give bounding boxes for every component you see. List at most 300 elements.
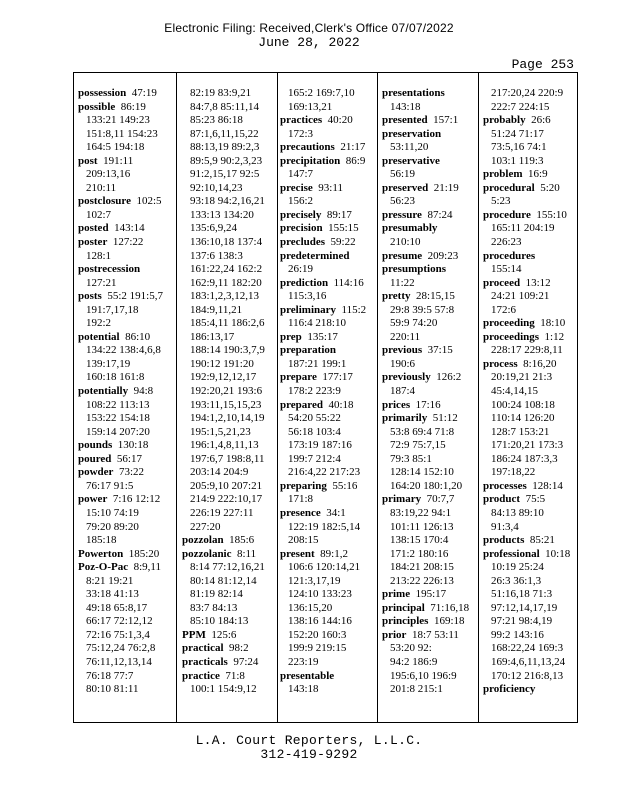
index-term: professional (483, 547, 540, 560)
index-refs: 193:11,15,15,23 (190, 398, 262, 411)
index-refs: 28:15,15 (416, 290, 455, 303)
index-term: proceeding (483, 317, 535, 330)
index-continuation (78, 128, 176, 142)
index-refs: 51:16,18 71:3 (491, 588, 553, 601)
index-continuation (483, 222, 577, 236)
index-refs: 101:11 126:13 (390, 520, 454, 533)
index-refs: 197:18,22 (491, 466, 536, 479)
index-refs: 195:1,5,21,23 (190, 425, 251, 438)
index-continuation (382, 642, 480, 656)
index-term: presumably (382, 222, 438, 235)
reporter-phone: 312-419-9292 (260, 747, 358, 762)
index-refs: 56:23 (390, 195, 416, 208)
index-refs: 59:22 (330, 236, 356, 249)
index-term: procedures (483, 249, 536, 262)
index-refs: 71:8 (225, 669, 245, 682)
index-refs: 178:2 223:9 (288, 385, 341, 398)
index-refs: 18:10 (540, 317, 566, 330)
index-continuation (483, 344, 577, 358)
index-entry (78, 548, 176, 562)
index-refs: 116:4 218:10 (288, 317, 346, 330)
index-entry (483, 250, 577, 264)
index-continuation (182, 168, 282, 182)
index-refs: 70:7,7 (426, 493, 455, 506)
index-continuation (382, 548, 480, 562)
index-refs: 17:16 (415, 398, 441, 411)
index-refs: 51:12 (432, 412, 458, 425)
index-entry (382, 87, 480, 101)
index-continuation (78, 168, 176, 182)
index-continuation (280, 358, 378, 372)
index-continuation (382, 385, 480, 399)
index-continuation (483, 426, 577, 440)
column-divider (478, 73, 479, 722)
index-refs: 185:6 (229, 534, 255, 547)
index-refs: 122:19 182:5,14 (288, 520, 361, 533)
index-continuation (483, 412, 577, 426)
index-term: practical (182, 642, 224, 655)
index-refs: 173:19 187:16 (288, 439, 352, 452)
index-continuation (78, 670, 176, 684)
index-refs: 24:21 109:21 (491, 290, 550, 303)
index-term: posted (78, 222, 109, 235)
index-column-1 (78, 87, 176, 722)
index-term: presented (382, 114, 428, 127)
index-column-3 (280, 87, 378, 722)
index-term: preserved (382, 181, 429, 194)
index-refs: 155:10 (536, 208, 567, 221)
index-refs: 143:18 (390, 100, 421, 113)
index-refs: 192:2 (86, 317, 112, 330)
index-refs: 203:14 204:9 (190, 466, 249, 479)
index-continuation (280, 615, 378, 629)
index-refs: 29:8 39:5 57:8 (390, 303, 455, 316)
index-continuation (382, 168, 480, 182)
index-refs: 127:22 (112, 236, 144, 249)
index-entry (483, 209, 577, 223)
index-refs: 84:7,8 85:11,14 (190, 100, 259, 113)
index-term: precise (280, 181, 313, 194)
index-refs: 53:11,20 (390, 141, 429, 154)
index-continuation (182, 263, 282, 277)
index-refs: 21:19 (433, 181, 459, 194)
index-refs: 86:19 (120, 100, 146, 113)
index-continuation (483, 561, 577, 575)
index-entry (382, 371, 480, 385)
page-number: Page 253 (511, 57, 574, 72)
index-continuation (483, 141, 577, 155)
index-refs: 76:17 91:5 (86, 479, 134, 492)
index-refs: 99:2 143:16 (491, 628, 544, 641)
index-continuation (280, 466, 378, 480)
index-entry (280, 548, 378, 562)
index-term: prior (382, 628, 407, 641)
index-refs: 49:18 65:8,17 (86, 601, 148, 614)
index-refs: 172:6 (491, 303, 517, 316)
index-continuation (78, 250, 176, 264)
index-refs: 1:12 (544, 330, 565, 343)
index-entry (280, 399, 378, 413)
index-entry (483, 480, 577, 494)
index-term: preliminary (280, 303, 337, 316)
index-refs: 155:14 (491, 263, 522, 276)
index-continuation (382, 101, 480, 115)
index-refs: 26:19 (288, 263, 314, 276)
column-divider (277, 73, 278, 722)
index-refs: 125:6 (211, 628, 237, 641)
index-refs: 187:4 (390, 385, 416, 398)
index-continuation (483, 507, 577, 521)
index-continuation (483, 439, 577, 453)
index-entry (182, 548, 282, 562)
index-continuation (483, 263, 577, 277)
index-term: procedural (483, 181, 535, 194)
index-refs: 196:1,4,8,11,13 (190, 439, 259, 452)
index-continuation (182, 480, 282, 494)
index-continuation (483, 670, 577, 684)
index-continuation (280, 575, 378, 589)
index-refs: 108:22 113:13 (86, 398, 150, 411)
index-entry (382, 399, 480, 413)
index-refs: 184:21 208:15 (390, 561, 454, 574)
index-refs: 94:8 (133, 385, 154, 398)
index-refs: 133:21 149:23 (86, 114, 150, 127)
index-term: precludes (280, 236, 326, 249)
index-term: probably (483, 114, 526, 127)
index-refs: 40:18 (328, 398, 354, 411)
index-entry (382, 209, 480, 223)
index-continuation (78, 304, 176, 318)
index-refs: 10:18 (545, 547, 571, 560)
index-continuation (78, 182, 176, 196)
index-refs: 169:18 (433, 615, 465, 628)
index-term: prep (280, 330, 302, 343)
index-continuation (78, 277, 176, 291)
index-refs: 92:10,14,23 (190, 181, 243, 194)
index-refs: 91:2,15,17 92:5 (190, 168, 260, 181)
index-continuation (280, 493, 378, 507)
index-continuation (483, 155, 577, 169)
index-refs: 226:23 (491, 236, 522, 249)
index-refs: 8:21 19:21 (86, 574, 134, 587)
index-refs: 98:2 (229, 642, 249, 655)
index-entry (280, 371, 378, 385)
index-entry (78, 385, 176, 399)
index-term: pounds (78, 439, 113, 452)
index-entry (182, 670, 282, 684)
index-term: PPM (182, 628, 206, 641)
index-refs: 205:9,10 207:21 (190, 479, 263, 492)
index-term: product (483, 493, 521, 506)
index-entry (382, 602, 480, 616)
index-refs: 51:24 71:17 (491, 127, 544, 140)
index-refs: 201:8 215:1 (390, 683, 443, 696)
index-term: presence (280, 506, 321, 519)
index-refs: 114:16 (333, 276, 364, 289)
index-continuation (182, 588, 282, 602)
index-continuation (78, 480, 176, 494)
index-refs: 192:9,12,12,17 (190, 371, 257, 384)
index-refs: 97:12,14,17,19 (491, 601, 558, 614)
index-refs: 139:17,19 (86, 357, 131, 370)
index-entry (483, 331, 577, 345)
index-continuation (182, 101, 282, 115)
index-refs: 45:4,14,15 (491, 385, 539, 398)
index-entry (182, 534, 282, 548)
index-refs: 164:5 194:18 (86, 141, 145, 154)
index-continuation (182, 317, 282, 331)
index-entry (483, 683, 577, 697)
index-continuation (483, 466, 577, 480)
index-term: preparing (280, 479, 327, 492)
index-entry (483, 317, 577, 331)
index-refs: 195:6,10 196:9 (390, 669, 457, 682)
index-continuation (382, 453, 480, 467)
index-refs: 151:8,11 154:23 (86, 127, 158, 140)
index-entry (78, 87, 176, 101)
index-continuation (382, 683, 480, 697)
index-continuation (182, 304, 282, 318)
index-continuation (483, 385, 577, 399)
index-refs: 5:20 (540, 181, 560, 194)
index-refs: 8:14 77:12,16,21 (190, 561, 265, 574)
index-term: practicals (182, 655, 228, 668)
index-term: postrecession (78, 263, 141, 276)
index-term: principles (382, 615, 429, 628)
index-refs: 94:2 186:9 (390, 655, 438, 668)
index-entry (280, 209, 378, 223)
index-refs: 89:1,2 (320, 547, 348, 560)
index-entry (382, 493, 480, 507)
index-term: primarily (382, 412, 428, 425)
index-refs: 20:19,21 21:3 (491, 371, 553, 384)
index-continuation (182, 222, 282, 236)
index-continuation (182, 521, 282, 535)
index-continuation (280, 561, 378, 575)
index-continuation (78, 507, 176, 521)
index-refs: 172:3 (288, 127, 314, 140)
index-entry (78, 263, 176, 277)
index-refs: 138:16 144:16 (288, 615, 352, 628)
index-term: postclosure (78, 195, 131, 208)
index-refs: 13:12 (525, 276, 551, 289)
index-term: present (280, 547, 315, 560)
index-continuation (182, 87, 282, 101)
index-refs: 85:23 86:18 (190, 114, 243, 127)
index-refs: 199:7 212:4 (288, 452, 341, 465)
index-entry (483, 534, 577, 548)
index-continuation (182, 575, 282, 589)
index-refs: 159:14 207:20 (86, 425, 150, 438)
index-refs: 80:14 81:12,14 (190, 574, 257, 587)
index-refs: 209:23 (427, 249, 459, 262)
index-refs: 137:6 138:3 (190, 249, 243, 262)
index-continuation (483, 453, 577, 467)
column-divider (377, 73, 378, 722)
index-continuation (483, 521, 577, 535)
index-continuation (280, 263, 378, 277)
index-entry (78, 439, 176, 453)
index-refs: 93:18 94:2,16,21 (190, 195, 265, 208)
index-continuation (78, 209, 176, 223)
index-refs: 87:24 (427, 208, 453, 221)
index-entry (382, 412, 480, 426)
index-continuation (280, 290, 378, 304)
index-continuation (182, 250, 282, 264)
index-refs: 56:18 103:4 (288, 425, 341, 438)
index-continuation (382, 304, 480, 318)
index-refs: 186:24 187:3,3 (491, 452, 558, 465)
index-refs: 85:21 (529, 534, 555, 547)
index-continuation (280, 101, 378, 115)
index-refs: 226:19 227:11 (190, 506, 254, 519)
index-column-2 (182, 87, 282, 722)
index-refs: 165:2 169:7,10 (288, 87, 355, 99)
index-continuation (182, 561, 282, 575)
index-entry (280, 155, 378, 169)
index-continuation (382, 670, 480, 684)
index-continuation (78, 371, 176, 385)
index-continuation (280, 128, 378, 142)
index-continuation (483, 602, 577, 616)
index-continuation (280, 588, 378, 602)
index-refs: 97:21 98:4,19 (491, 615, 553, 628)
index-refs: 152:20 160:3 (288, 628, 347, 641)
index-continuation (78, 602, 176, 616)
index-refs: 185:18 (86, 534, 117, 547)
index-continuation (382, 521, 480, 535)
index-continuation (182, 114, 282, 128)
index-term: prepared (280, 398, 323, 411)
index-refs: 47:19 (131, 87, 157, 99)
index-column-5 (483, 87, 577, 722)
column-divider (176, 73, 177, 722)
index-refs: 169:4,6,11,13,24 (491, 655, 566, 668)
index-entry (280, 480, 378, 494)
index-term: pozzolanic (182, 547, 232, 560)
index-continuation (382, 575, 480, 589)
index-refs: 165:11 204:19 (491, 222, 555, 235)
index-entry (280, 250, 378, 264)
index-entry (280, 344, 378, 358)
index-refs: 128:14 (532, 479, 563, 492)
index-continuation (182, 182, 282, 196)
index-continuation (382, 507, 480, 521)
index-entry (280, 114, 378, 128)
index-entry (182, 629, 282, 643)
index-term: principal (382, 601, 425, 614)
index-refs: 228:17 229:8,11 (491, 344, 563, 357)
index-entry (182, 642, 282, 656)
index-refs: 8:11 (237, 547, 257, 560)
index-continuation (382, 480, 480, 494)
index-continuation (182, 412, 282, 426)
index-refs: 102:5 (136, 195, 162, 208)
index-continuation (382, 331, 480, 345)
index-term: processes (483, 479, 527, 492)
index-refs: 79:3 85:1 (390, 452, 432, 465)
index-refs: 191:11 (103, 154, 134, 167)
index-refs: 85:10 184:13 (190, 615, 249, 628)
index-continuation (280, 534, 378, 548)
index-refs: 72:9 75:7,15 (390, 439, 446, 452)
index-entry (182, 656, 282, 670)
index-term: pozzolan (182, 534, 224, 547)
index-entry (483, 277, 577, 291)
index-term: precisely (280, 208, 322, 221)
index-entry (382, 588, 480, 602)
index-refs: 87:1,6,11,15,22 (190, 127, 259, 140)
index-continuation (280, 656, 378, 670)
index-term: previously (382, 371, 431, 384)
index-refs: 184:9,11,21 (190, 303, 243, 316)
index-refs: 86:9 (345, 154, 366, 167)
index-refs: 169:13,21 (288, 100, 333, 113)
index-continuation (182, 128, 282, 142)
index-term: precipitation (280, 154, 341, 167)
index-refs: 56:17 (116, 452, 142, 465)
index-refs: 135:17 (307, 330, 338, 343)
index-term: preservative (382, 154, 440, 167)
index-refs: 16:9 (528, 168, 548, 181)
index-refs: 7:16 12:12 (112, 493, 161, 506)
index-continuation (182, 195, 282, 209)
index-continuation (182, 615, 282, 629)
index-refs: 82:19 83:9,21 (190, 87, 252, 99)
index-entry (382, 114, 480, 128)
index-refs: 160:18 161:8 (86, 371, 145, 384)
index-continuation (78, 399, 176, 413)
index-continuation (78, 426, 176, 440)
index-refs: 26:6 (531, 114, 551, 127)
index-entry (483, 114, 577, 128)
index-refs: 183:1,2,3,12,13 (190, 290, 260, 303)
index-entry (78, 290, 176, 304)
index-continuation (182, 371, 282, 385)
index-refs: 102:7 (86, 208, 112, 221)
index-refs: 208:15 (288, 534, 319, 547)
index-term: Poz-O-Pac (78, 561, 129, 574)
index-entry (483, 358, 577, 372)
index-continuation (483, 629, 577, 643)
index-refs: 177:17 (322, 371, 353, 384)
index-entry (382, 290, 480, 304)
index-refs: 55:2 191:5,7 (107, 290, 163, 303)
index-term: prediction (280, 276, 329, 289)
index-continuation (382, 277, 480, 291)
index-refs: 199:9 219:15 (288, 642, 347, 655)
index-refs: 8:9,11 (133, 561, 161, 574)
index-refs: 188:14 190:3,7,9 (190, 344, 265, 357)
index-refs: 134:22 138:4,6,8 (86, 344, 161, 357)
index-refs: 213:22 226:13 (390, 574, 454, 587)
index-continuation (280, 602, 378, 616)
index-term: post (78, 154, 98, 167)
index-term: potentially (78, 385, 129, 398)
index-entry (280, 182, 378, 196)
index-continuation (78, 317, 176, 331)
index-refs: 71:16,18 (430, 601, 470, 614)
index-continuation (280, 195, 378, 209)
index-continuation (382, 466, 480, 480)
index-continuation (382, 534, 480, 548)
index-term: poured (78, 452, 112, 465)
index-refs: 33:18 41:13 (86, 588, 139, 601)
index-refs: 156:2 (288, 195, 314, 208)
index-continuation (78, 344, 176, 358)
index-entry (382, 182, 480, 196)
filing-stamp-line: Electronic Filing: Received,Clerk's Office 07/07/2022 (164, 21, 454, 35)
